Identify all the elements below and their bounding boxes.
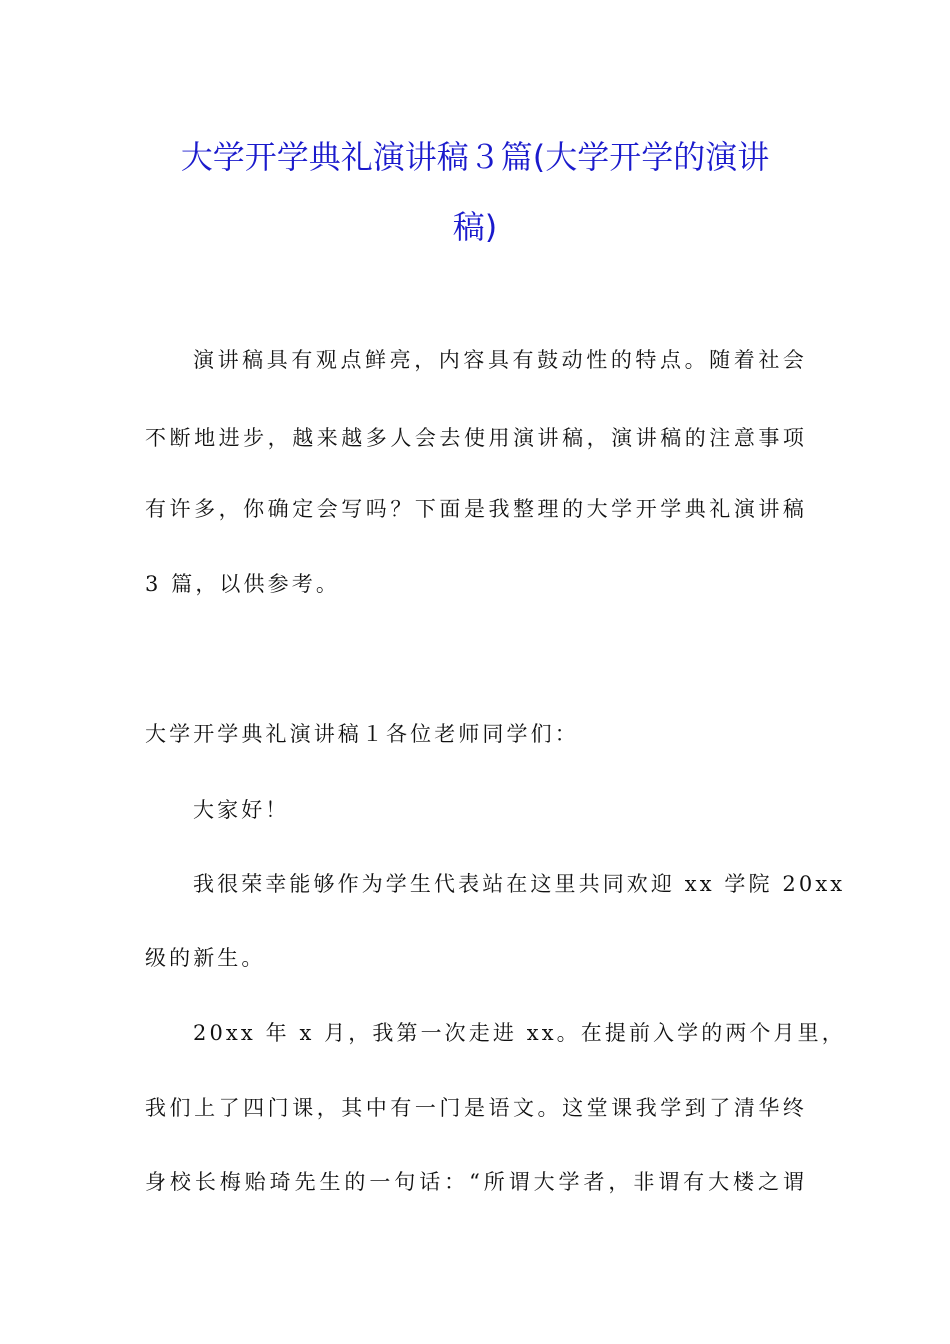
section-heading: 大学开学典礼演讲稿１各位老师同学们： — [145, 722, 579, 746]
document-title-line-1: 大学开学典礼演讲稿３篇(大学开学的演讲 — [180, 138, 770, 176]
intro-line-2: 不断地进步，越来越多人会去使用演讲稿，演讲稿的注意事项 — [145, 426, 807, 450]
para2-line-3: 身校长梅贻琦先生的一句话：“所谓大学者，非谓有大楼之谓 — [145, 1170, 807, 1194]
para1-line-1: 我很荣幸能够作为学生代表站在这里共同欢迎 xx 学院 20xx — [193, 872, 846, 896]
para1-line-2: 级的新生。 — [145, 946, 266, 970]
intro-line-1: 演讲稿具有观点鲜亮，内容具有鼓动性的特点。随着社会 — [193, 348, 807, 372]
intro-line-4: 3 篇，以供参考。 — [145, 572, 340, 596]
intro-line-3: 有许多，你确定会写吗？下面是我整理的大学开学典礼演讲稿 — [145, 497, 807, 521]
para2-line-1: 20xx 年 x 月，我第一次走进 xx。在提前入学的两个月里， — [193, 1021, 846, 1045]
document-title-line-2: 稿) — [452, 208, 498, 246]
greeting: 大家好！ — [193, 798, 290, 822]
para2-line-2: 我们上了四门课，其中有一门是语文。这堂课我学到了清华终 — [145, 1096, 807, 1120]
